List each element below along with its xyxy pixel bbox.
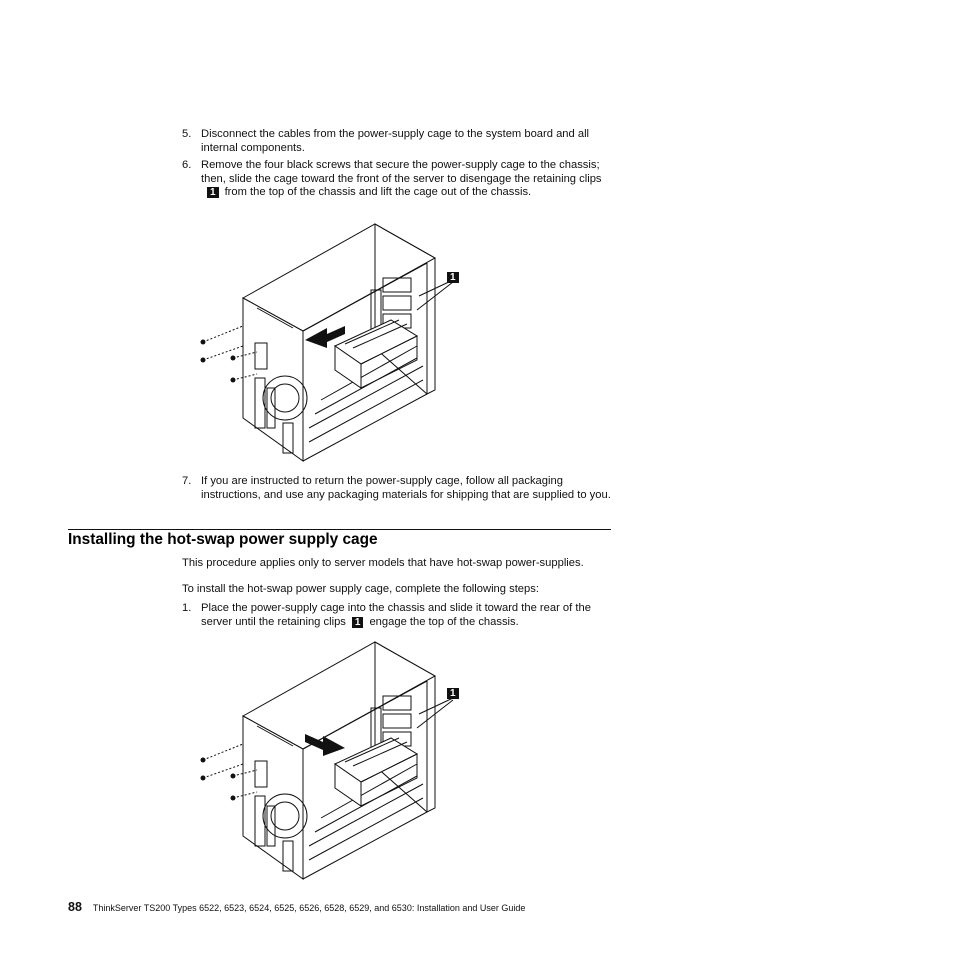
- install-step-1: [182, 602, 612, 629]
- intro-paragraph: This procedure applies only to server models that have hot-swap power-supplies.: [182, 557, 584, 569]
- callout-badge: 1: [352, 617, 364, 628]
- step-text-part: engage the top of the chassis.: [369, 615, 519, 628]
- footer-title: ThinkServer TS200 Types 6522, 6523, 6524, 6525, 6526, 6528, 6529, and 6530: Installation and User Guide: [92, 903, 526, 913]
- figure-callout-badge: 1: [447, 272, 459, 283]
- step-text: If you are instructed to return the power-supply cage, follow all packaging instructions, and use any packaging materials for shipping that are supplied to you.: [201, 475, 611, 501]
- step-number: 7.: [182, 475, 192, 487]
- step-text-part: Remove the four black screws that secure the power-supply cage to the chassis; then, slide the cage toward the front of the server to disengage the retaining clips: [201, 159, 602, 185]
- page-number: 88: [68, 900, 82, 914]
- step-number: 5.: [182, 128, 192, 140]
- step-6: [182, 159, 612, 200]
- figure-callout-badge: 1: [447, 688, 459, 699]
- step-5: [182, 128, 612, 155]
- section-heading: Installing the hot-swap power supply cage: [68, 531, 378, 548]
- figure-install-power-supply-cage: [195, 636, 485, 886]
- section-rule: [68, 529, 611, 530]
- step-text-part: Place the power-supply cage into the chassis and slide it toward the rear of the server until the retaining clips: [201, 602, 591, 628]
- step-text-part: from the top of the chassis and lift the cage out of the chassis.: [224, 186, 532, 199]
- callout-badge: 1: [207, 187, 219, 198]
- step-7: [182, 475, 612, 502]
- step-text: Disconnect the cables from the power-supply cage to the system board and all internal components.: [201, 128, 590, 154]
- figure-remove-power-supply-cage: [195, 218, 485, 468]
- step-number: 6.: [182, 159, 192, 171]
- page-footer: [68, 901, 525, 914]
- lead-paragraph: To install the hot-swap power supply cage, complete the following steps:: [182, 583, 539, 595]
- step-number: 1.: [182, 602, 192, 614]
- step-text: [201, 159, 612, 200]
- step-text: [201, 602, 612, 629]
